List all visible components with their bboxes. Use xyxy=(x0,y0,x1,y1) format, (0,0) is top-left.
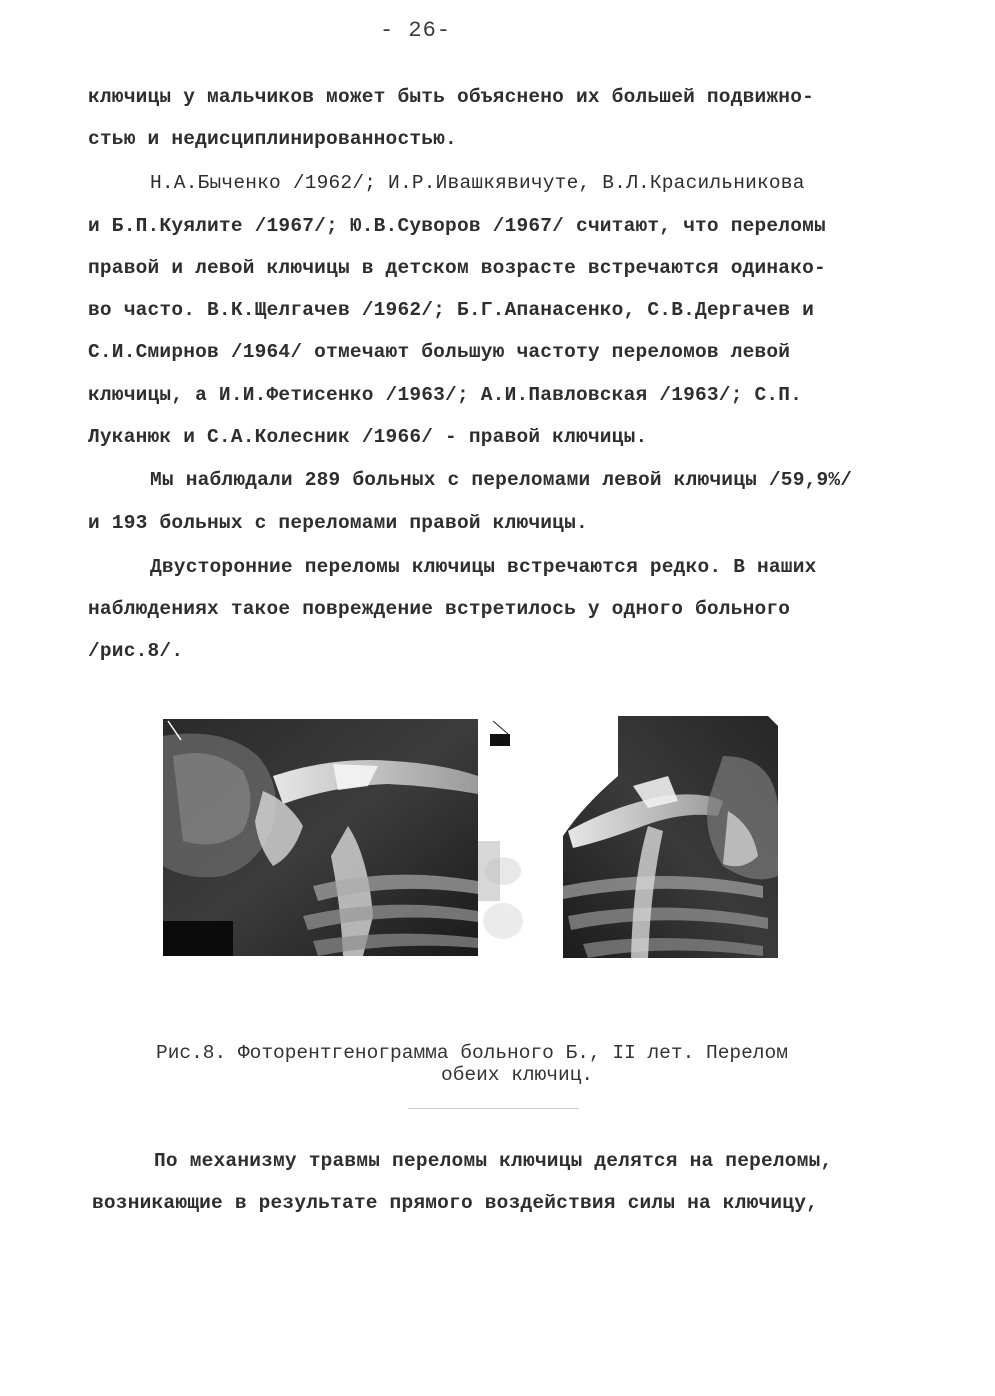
scan-artifact xyxy=(408,1108,578,1109)
text-line: стью и недисциплинированностью. xyxy=(88,128,457,150)
text-line: и Б.П.Куялите /1967/; Ю.В.Суворов /1967/ считают, что переломы xyxy=(88,215,826,237)
text-line: и 193 больных с переломами правой ключицы. xyxy=(88,512,588,534)
text-line: ключицы у мальчиков может быть объяснено их большей подвижно- xyxy=(88,86,815,108)
figure-caption: Рис.8. Фоторентгенограмма больного Б., II лет. Перелом xyxy=(156,1042,788,1064)
text-line: ключицы, а И.И.Фетисенко /1963/; А.И.Павловская /1963/; С.П. xyxy=(88,384,803,406)
text-line: /рис.8/. xyxy=(88,640,184,662)
figure-caption: обеих ключиц. xyxy=(441,1064,594,1086)
text-line: Луканюк и С.А.Колесник /1966/ - правой ключицы. xyxy=(88,426,648,448)
text-line: По механизму травмы переломы ключицы делятся на переломы, xyxy=(154,1150,833,1172)
xray-left-panel xyxy=(163,719,478,956)
text-line: правой и левой ключицы в детском возрасте встречаются одинако- xyxy=(88,257,826,279)
text-line: Двусторонние переломы ключицы встречаются редко. В наших xyxy=(150,556,817,578)
text-line: возникающие в результате прямого воздействия силы на ключицу, xyxy=(92,1192,819,1214)
text-line: Н.А.Быченко /1962/; И.Р.Ивашкявичуте, В.Л.Красильникова xyxy=(150,172,805,194)
xray-figure xyxy=(163,716,823,958)
text-line: С.И.Смирнов /1964/ отмечают большую частоту переломов левой xyxy=(88,341,791,363)
text-line: Мы наблюдали 289 больных с переломами левой ключицы /59,9%/ xyxy=(150,469,853,491)
page-number: - 26- xyxy=(380,18,452,43)
text-line: во часто. В.К.Щелгачев /1962/; Б.Г.Апанасенко, С.В.Дергачев и xyxy=(88,299,815,321)
text-line: наблюдениях такое повреждение встретилось у одного больного xyxy=(88,598,791,620)
